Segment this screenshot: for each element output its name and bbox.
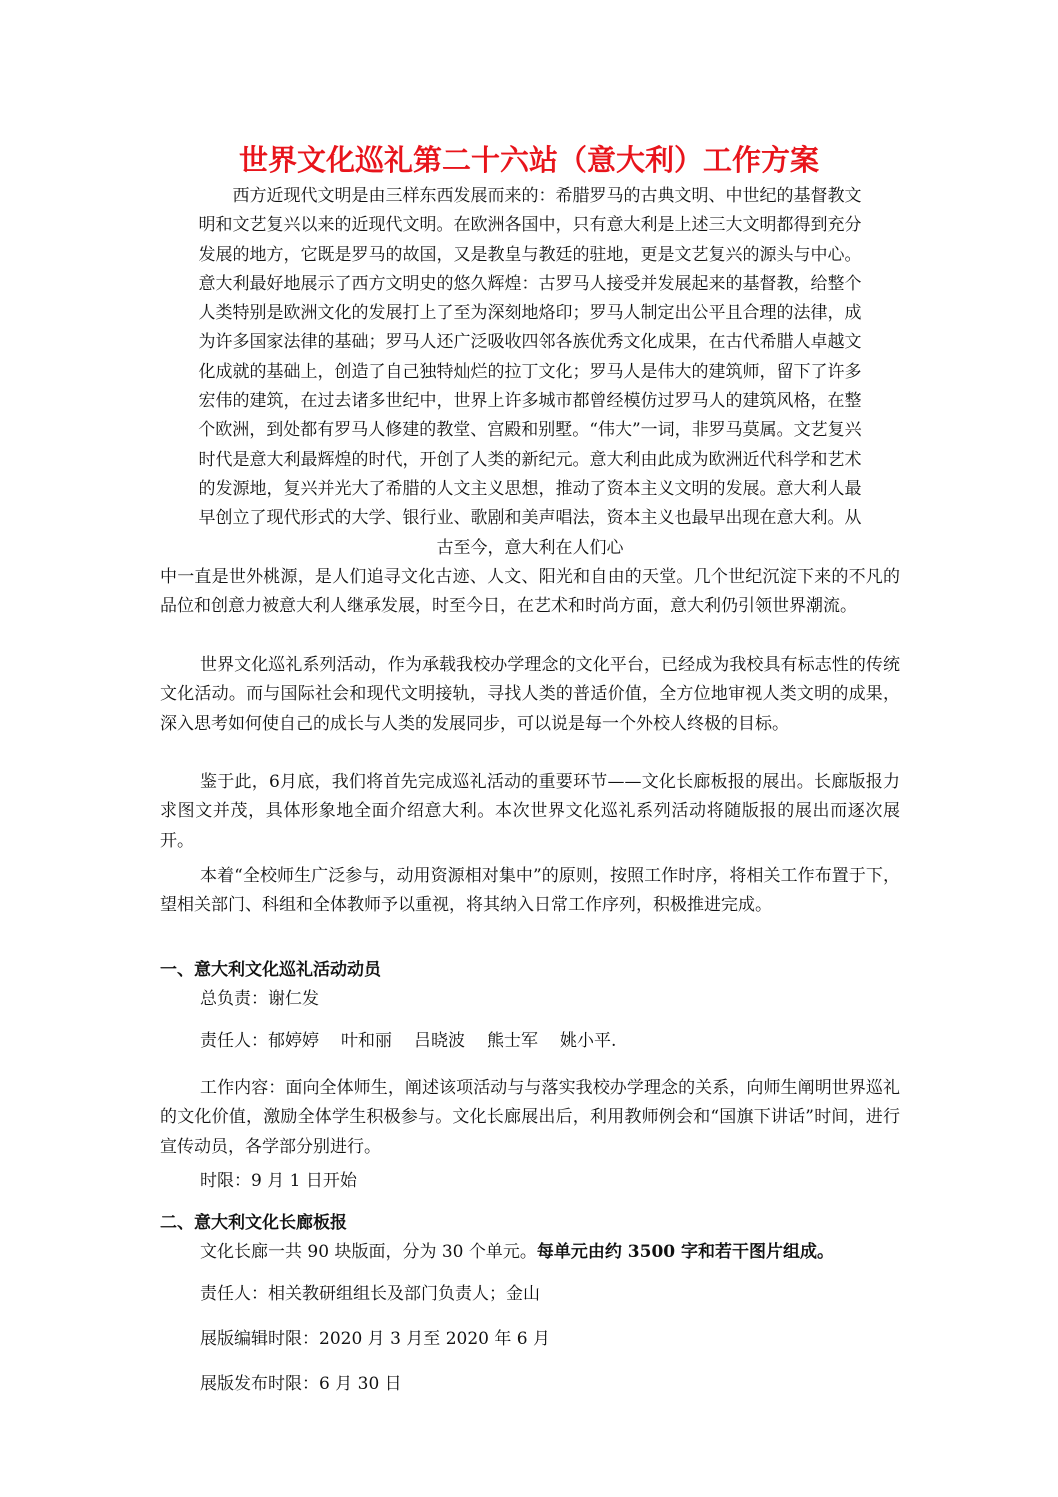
intro-line: 古至今，意大利在人们心 (436, 537, 624, 558)
intro-line: 西方近现代文明是由三样东西发展而来的：希腊罗马的古典文明、中世纪的基督教文 (198, 186, 862, 206)
responsible-person: 叶和丽 (341, 1031, 392, 1051)
responsible-person: 姚小平. (560, 1031, 617, 1051)
paragraph-2 (160, 651, 900, 739)
section-1-deadline-block (160, 1167, 900, 1196)
paragraph-2-text: 世界文化巡礼系列活动，作为承载我校办学理念的文化平台，已经成为我校具有标志性的传统文化活动。而与国际社会和现代文明接轨，寻找人类的普适价值，全方位地审视人类文明的成果，深入思考如何使自己的成长与人类的发展同步，可以说是每一个外校人终极的目标。 (160, 655, 900, 734)
section-2-desc-plain: 文化长廊一共 90 块版面，分为 30 个单元。 (200, 1242, 537, 1263)
intro-continuation (160, 563, 900, 622)
intro-line: 早创立了现代形式的大学、银行业、歌剧和美声唱法，资本主义也最早出现在意大利。从 (198, 508, 862, 529)
intro-line: 明和文艺复兴以来的近现代文明。在欧洲各国中，只有意大利是上述三大文明都得到充分 (198, 215, 862, 236)
section-2-desc (160, 1238, 900, 1267)
paragraph-4-text: 本着“全校师生广泛参与，动用资源相对集中”的原则，按照工作时序，将相关工作布置于下，望相关部门、科组和全体教师予以重视，将其纳入日常工作序列，积极推进完成。 (160, 866, 900, 916)
intro-line: 个欧洲，到处都有罗马人修建的教堂、宫殿和别墅。“伟大”一词，非罗马莫属。文艺复兴 (198, 420, 862, 441)
section-1-responsible (160, 1027, 900, 1056)
section-2-responsible: 责任人：相关教研组组长及部门负责人；金山 (200, 1284, 540, 1304)
intro-continuation-text: 中一直是世外桃源，是人们追寻文化古迹、人文、阳光和自由的天堂。几个世纪沉淀下来的不凡的品位和创意力被意大利人继承发展，时至今日，在艺术和时尚方面，意大利仍引领世界潮流。 (160, 567, 900, 617)
document-title: 世界文化巡礼第二十六站（意大利）工作方案 (238, 143, 819, 177)
intro-line: 的发源地，复兴并光大了希腊的人文主义思想，推动了资本主义文明的发展。意大利人最 (198, 478, 862, 499)
section-2-publish-deadline: 展版发布时限：6 月 30 日 (200, 1374, 402, 1394)
section-2-heading-block (160, 1209, 900, 1268)
section-2-edit-period: 展版编辑时限：2020 月 3 月至 2020 年 6 月 (200, 1329, 550, 1349)
responsible-person: 郁婷婷 (268, 1031, 319, 1051)
responsible-label: 责任人： (200, 1031, 268, 1051)
paragraph-4 (160, 862, 900, 921)
section-2-desc-bold: 每单元由约 3500 字和若干图片组成。 (536, 1242, 835, 1263)
section-2-heading: 二、意大利文化长廊板报 (160, 1213, 347, 1233)
intro-line: 为许多国家法律的基础；罗马人还广泛吸收四邻各族优秀文化成果，在古代希腊人卓越文 (198, 332, 862, 353)
intro-line: 时代是意大利最辉煌的时代，开创了人类的新纪元。意大利由此成为欧洲近代科学和艺术 (198, 449, 862, 470)
section-2-publish-block (160, 1370, 900, 1399)
responsible-person: 熊士军 (487, 1031, 538, 1051)
intro-line: 化成就的基础上，创造了自己独特灿烂的拉丁文化；罗马人是伟大的建筑师，留下了许多 (198, 361, 862, 382)
section-1-heading-block (160, 956, 900, 1015)
intro-paragraph (160, 182, 900, 563)
section-2-responsible-block (160, 1280, 900, 1309)
section-1-work-text: 工作内容：面向全体师生，阐述该项活动与与落实我校办学理念的关系，向师生阐明世界巡礼的文化价值，激励全体学生积极参与。文化长廊展出后，利用教师例会和“国旗下讲话”时间，进行宣传动员，各学部分别进行。 (160, 1078, 900, 1157)
responsible-person: 吕晓波 (414, 1031, 465, 1051)
paragraph-3-text: 鉴于此，6月底，我们将首先完成巡礼活动的重要环节——文化长廊板报的展出。长廊版报力求图文并茂，具体形象地全面介绍意大利。本次世界文化巡礼系列活动将随版报的展出而逐次展开。 (160, 772, 900, 851)
section-1-deadline: 时限：9 月 1 日开始 (200, 1171, 357, 1191)
section-1-lead: 总负责：谢仁发 (200, 989, 319, 1010)
intro-line: 宏伟的建筑，在过去诸多世纪中，世界上许多城市都曾经模仿过罗马人的建筑风格，在整 (198, 391, 862, 412)
section-1-heading: 一、意大利文化巡礼活动动员 (160, 960, 381, 980)
intro-line: 发展的地方，它既是罗马的故国，又是教皇与教廷的驻地，更是文艺复兴的源头与中心。 (198, 244, 862, 265)
section-2-edit-period-block (160, 1325, 900, 1354)
paragraph-3 (160, 768, 900, 856)
intro-line: 意大利最好地展示了西方文明史的悠久辉煌：古罗马人接受并发展起来的基督教，给整个 (198, 273, 862, 294)
section-1-work (160, 1074, 900, 1162)
intro-line: 人类特别是欧洲文化的发展打上了至为深刻地烙印；罗马人制定出公平且合理的法律，成 (198, 303, 862, 324)
